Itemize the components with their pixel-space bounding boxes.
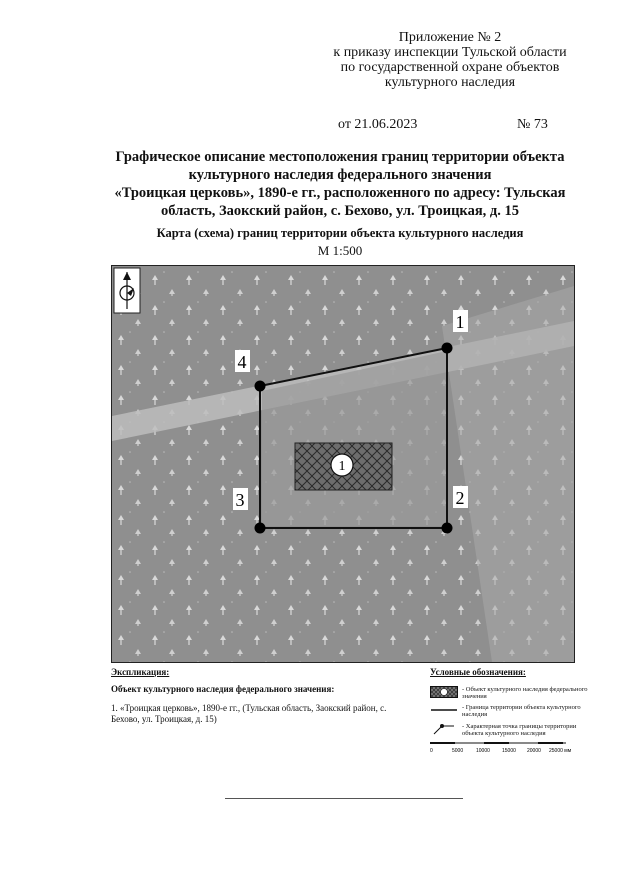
boundary-map: [111, 265, 575, 663]
legend-text: - Объект культурного наследия федерального значения: [462, 686, 588, 700]
scale-tick: 15000: [502, 748, 516, 754]
legend-heading: Условные обозначения:: [430, 667, 526, 677]
point-label-4: 4: [237, 352, 247, 372]
title-line: «Троицкая церковь», 1890-е гг., расположенного по адресу: Тульская: [114, 185, 566, 201]
scale-tick: 5000: [452, 748, 464, 754]
legend-text: - Характерная точка границы территории объекта культурного наследия: [462, 723, 577, 737]
order-number: № 73: [517, 117, 548, 132]
object-hatch-icon: [430, 686, 458, 698]
title-line: область, Заокский район, с. Бехово, ул. Троицкая, д. 15: [160, 203, 519, 219]
legend-item-boundary: [430, 704, 590, 718]
map-drawing: [112, 266, 574, 662]
appendix-line: культурного наследия: [384, 75, 516, 90]
appendix-line: по государственной охране объектов: [340, 60, 560, 75]
point-label-1: 1: [455, 312, 465, 332]
legend-text: - Граница территории объекта культурного наследия: [462, 704, 581, 718]
appendix-line: Приложение № 2: [398, 30, 502, 45]
scale-tick: 25000 мм: [549, 748, 572, 754]
appendix-line: к приказу инспекции Тульской области: [333, 45, 567, 60]
object-number-label: 1: [338, 459, 346, 474]
point-label-2: 2: [455, 488, 465, 508]
boundary-point-2: [442, 523, 453, 534]
boundary-line-icon: [430, 704, 458, 716]
scale-bar: [428, 740, 574, 754]
explication-item: 1. «Троицкая церковь», 1890-е гг., (Тульская область, Заокский район, с. Бехово, ул. Троицкая, д. 15): [111, 703, 387, 724]
appendix-block: [300, 30, 600, 90]
scale-tick: 10000: [476, 748, 490, 754]
boundary-point-4: [255, 381, 266, 392]
point-label-3: 3: [235, 490, 245, 510]
legend-item-point: [430, 723, 590, 739]
map-scale: М 1:500: [317, 243, 363, 258]
boundary-point-icon: [430, 723, 458, 735]
boundary-point-3: [255, 523, 266, 534]
title-line: Графическое описание местоположения границ территории объекта: [115, 149, 565, 165]
map-caption: Карта (схема) границ территории объекта культурного наследия: [156, 226, 524, 240]
legend-item-object: [430, 686, 590, 700]
order-date: от 21.06.2023: [338, 117, 418, 132]
title-line: культурного наследия федерального значения: [188, 167, 492, 183]
scale-tick: 20000: [527, 748, 541, 754]
scale-tick: 0: [430, 748, 433, 754]
explication-heading: Экспликация:: [111, 667, 170, 677]
boundary-point-1: [442, 343, 453, 354]
north-arrow-icon: [114, 268, 140, 313]
document-title: [60, 148, 620, 220]
explication-subheading: Объект культурного наследия федерального значения:: [111, 684, 335, 694]
footer-rule: [225, 798, 463, 799]
